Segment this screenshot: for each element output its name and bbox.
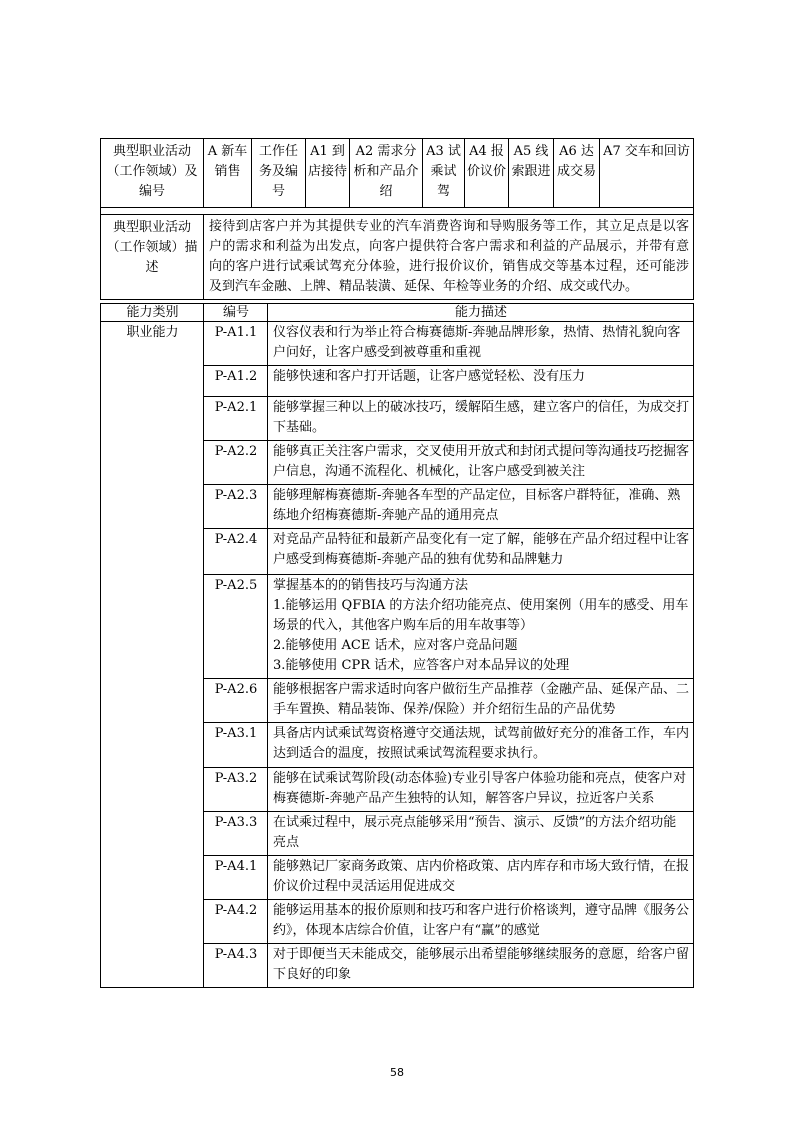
- ability-code: P-A3.3: [204, 812, 268, 856]
- header-code: 编号: [204, 304, 268, 322]
- ability-code: P-A2.1: [204, 397, 268, 441]
- ability-description-line: 2.能够使用 ACE 话术，应对客户竞品问题: [273, 638, 518, 653]
- ability-description: [268, 366, 694, 397]
- ability-description-line: 能够根据客户需求适时向客户做衍生产品推荐（金融产品、延保产品、二手车置换、精品装饰、保养/保险）并介绍衍生品的产品优势: [273, 682, 690, 717]
- ability-description-line: 1.能够运用 QFBIA 的方法介绍功能亮点、使用案例（用车的感受、用车场景的代入，其他客户购车后的用车故事等）: [273, 598, 689, 633]
- ability-description-line: 能够运用基本的报价原则和技巧和客户进行价格谈判，遵守品牌《服务公约》，体现本店综合价值，让客户有“赢”的感觉: [273, 903, 690, 938]
- ability-description: [268, 812, 694, 856]
- ability-description: [268, 856, 694, 900]
- ability-description: [268, 679, 694, 723]
- ability-description: [268, 322, 694, 366]
- ability-description: [268, 529, 694, 575]
- ability-code: P-A4.3: [204, 944, 268, 988]
- ability-code: P-A4.2: [204, 900, 268, 944]
- ability-description-line: 3.能够使用 CPR 话术，应答客户对本品异议的处理: [273, 658, 570, 673]
- ability-description-line: 能够在试乘试驾阶段(动态体验)专业引导客户体验功能和亮点，使客户对梅赛德斯-奔驰产品产生独特的认知，解答客户异议，拉近客户关系: [273, 771, 687, 806]
- ability-description: [268, 768, 694, 812]
- ability-description: [268, 944, 694, 988]
- ability-description-line: 能够熟记厂家商务政策、店内价格政策、店内库存和市场大致行情，在报价议价过程中灵活运用促进成交: [273, 859, 690, 894]
- ability-row: [101, 322, 694, 366]
- ability-code: P-A2.6: [204, 679, 268, 723]
- ability-description-line: 在试乘过程中，展示亮点能够采用“预告、演示、反馈”的方法介绍功能亮点: [273, 815, 677, 850]
- ability-code: P-A3.2: [204, 768, 268, 812]
- activity-table: [100, 138, 694, 300]
- ability-description: [268, 485, 694, 529]
- ability-description-line: 具备店内试乘试驾资格遵守交通法规，试驾前做好充分的准备工作，车内达到适合的温度，按照试乘试驾流程要求执行。: [273, 726, 690, 761]
- ability-code: P-A2.2: [204, 441, 268, 485]
- ability-table: [100, 303, 694, 988]
- ability-description-line: 仪容仪表和行为举止符合梅赛德斯-奔驰品牌形象，热情、热情礼貌向客户问好，让客户感受到被尊重和重视: [273, 325, 681, 360]
- activity-desc-label: 典型职业活动（工作领域）描述: [101, 215, 204, 300]
- activity-desc-text: 接待到店客户并为其提供专业的汽车消费咨询和导购服务等工作，其立足点是以客户的需求和利益为出发点，向客户提供符合客户需求和利益的产品展示，并带有意向的客户进行试乘试驾充分体验，进行报价议价，销售成交等基本过程，还可能涉及到汽车金融、上牌、精品装潢、延保、年检等业务的介绍、成交或代办。: [204, 215, 694, 300]
- ability-description-line: 对竞品产品特征和最新产品变化有一定了解，能够在产品介绍过程中让客户感受到梅赛德斯-奔驰产品的独有优势和品牌魅力: [273, 532, 690, 567]
- activity-cell: 工作任务及编号: [252, 139, 306, 208]
- activity-cell: A 新车销售: [204, 139, 252, 208]
- ability-description: [268, 397, 694, 441]
- activity-header-row: [101, 139, 694, 208]
- ability-code: P-A4.1: [204, 856, 268, 900]
- ability-description-line: 能够真正关注客户需求，交叉使用开放式和封闭式提问等沟通技巧挖掘客户信息，沟通不流程化、机械化，让客户感受到被关注: [273, 444, 690, 479]
- page-number: 58: [390, 1066, 404, 1079]
- ability-code: P-A2.5: [204, 575, 268, 679]
- ability-description-line: 能够理解梅赛德斯-奔驰各车型的产品定位，目标客户群特征，准确、熟练地介绍梅赛德斯-奔驰产品的通用亮点: [273, 488, 681, 523]
- activity-cell: A5 线索跟进: [509, 139, 554, 208]
- activity-cell: A3 试乘试驾: [423, 139, 465, 208]
- activity-desc-row: [101, 215, 694, 300]
- ability-header-row: [101, 304, 694, 322]
- ability-description: [268, 441, 694, 485]
- activity-header-label: 典型职业活动（工作领域）及编号: [101, 139, 204, 208]
- ability-category: 职业能力: [101, 322, 204, 988]
- header-category: 能力类别: [101, 304, 204, 322]
- activity-cell: A4 报价议价: [465, 139, 509, 208]
- activity-cell: A1 到店接待: [306, 139, 350, 208]
- ability-description-line: 能够掌握三种以上的破冰技巧，缓解陌生感，建立客户的信任，为成交打下基础。: [273, 400, 690, 435]
- activity-cell: A7 交车和回访: [600, 139, 694, 208]
- ability-description: [268, 900, 694, 944]
- ability-description-line: 掌握基本的的销售技巧与沟通方法: [273, 578, 469, 593]
- ability-code: P-A2.3: [204, 485, 268, 529]
- ability-description: [268, 723, 694, 768]
- ability-code: P-A1.2: [204, 366, 268, 397]
- activity-cell: A2 需求分析和产品介绍: [350, 139, 423, 208]
- activity-cell: A6 达成交易: [554, 139, 600, 208]
- ability-description-line: 对于即便当天未能成交，能够展示出希望能够继续服务的意愿，给客户留下良好的印象: [273, 947, 690, 982]
- ability-code: P-A1.1: [204, 322, 268, 366]
- ability-code: P-A2.4: [204, 529, 268, 575]
- ability-code: P-A3.1: [204, 723, 268, 768]
- ability-description: [268, 575, 694, 679]
- ability-description-line: 能够快速和客户打开话题，让客户感觉轻松、没有压力: [273, 369, 586, 384]
- header-description: 能力描述: [268, 304, 694, 322]
